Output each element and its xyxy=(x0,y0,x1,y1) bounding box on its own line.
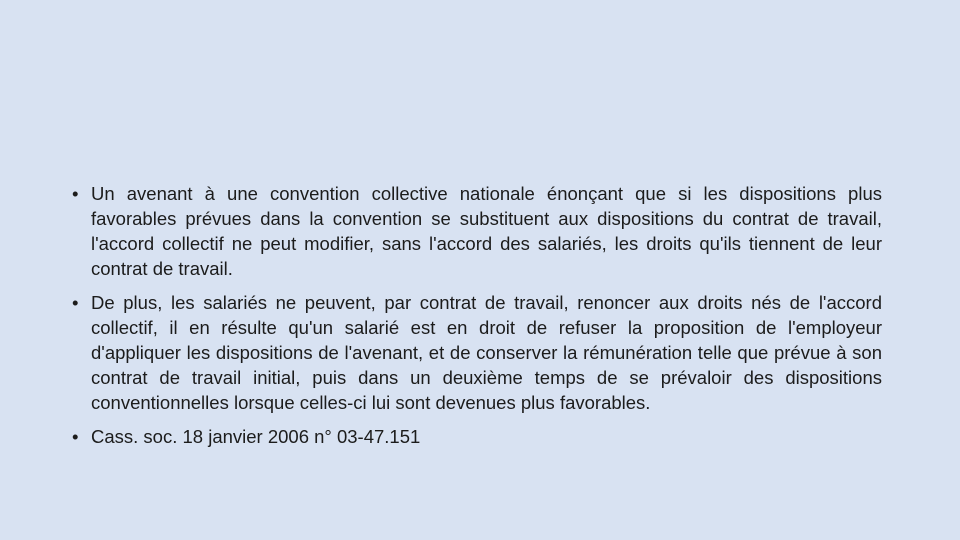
bullet-dot-icon: • xyxy=(72,426,79,447)
bullet-item-avenant xyxy=(72,181,882,281)
bullet-text: Cass. soc. 18 janvier 2006 n° 03-47.151 xyxy=(91,426,421,447)
bullet-dot-icon: • xyxy=(72,183,79,204)
bullet-text: De plus, les salariés ne peuvent, par contrat de travail, renoncer aux droits nés de l'accord collectif, il en résulte qu'un salarié est en droit de refuser la proposition de l'employeur d'appliquer les dispositions de l'avenant, et de conserver la rémunération telle que prévue à son contrat de travail initial, puis dans un deuxième temps de se prévaloir des dispositions conventionnelles lorsque celles-ci lui sont devenues plus favorables. xyxy=(91,292,882,413)
slide-content xyxy=(72,181,882,458)
bullet-item-droits xyxy=(72,290,882,415)
bullet-list xyxy=(72,181,882,449)
bullet-text: Un avenant à une convention collective nationale énonçant que si les dispositions plus favorables prévues dans la convention se substituent aux dispositions du contrat de travail, l'accord collectif ne peut modifier, sans l'accord des salariés, les droits qu'ils tiennent de leur contrat de travail. xyxy=(91,183,882,279)
bullet-dot-icon: • xyxy=(72,292,79,313)
bullet-item-citation xyxy=(72,424,882,449)
